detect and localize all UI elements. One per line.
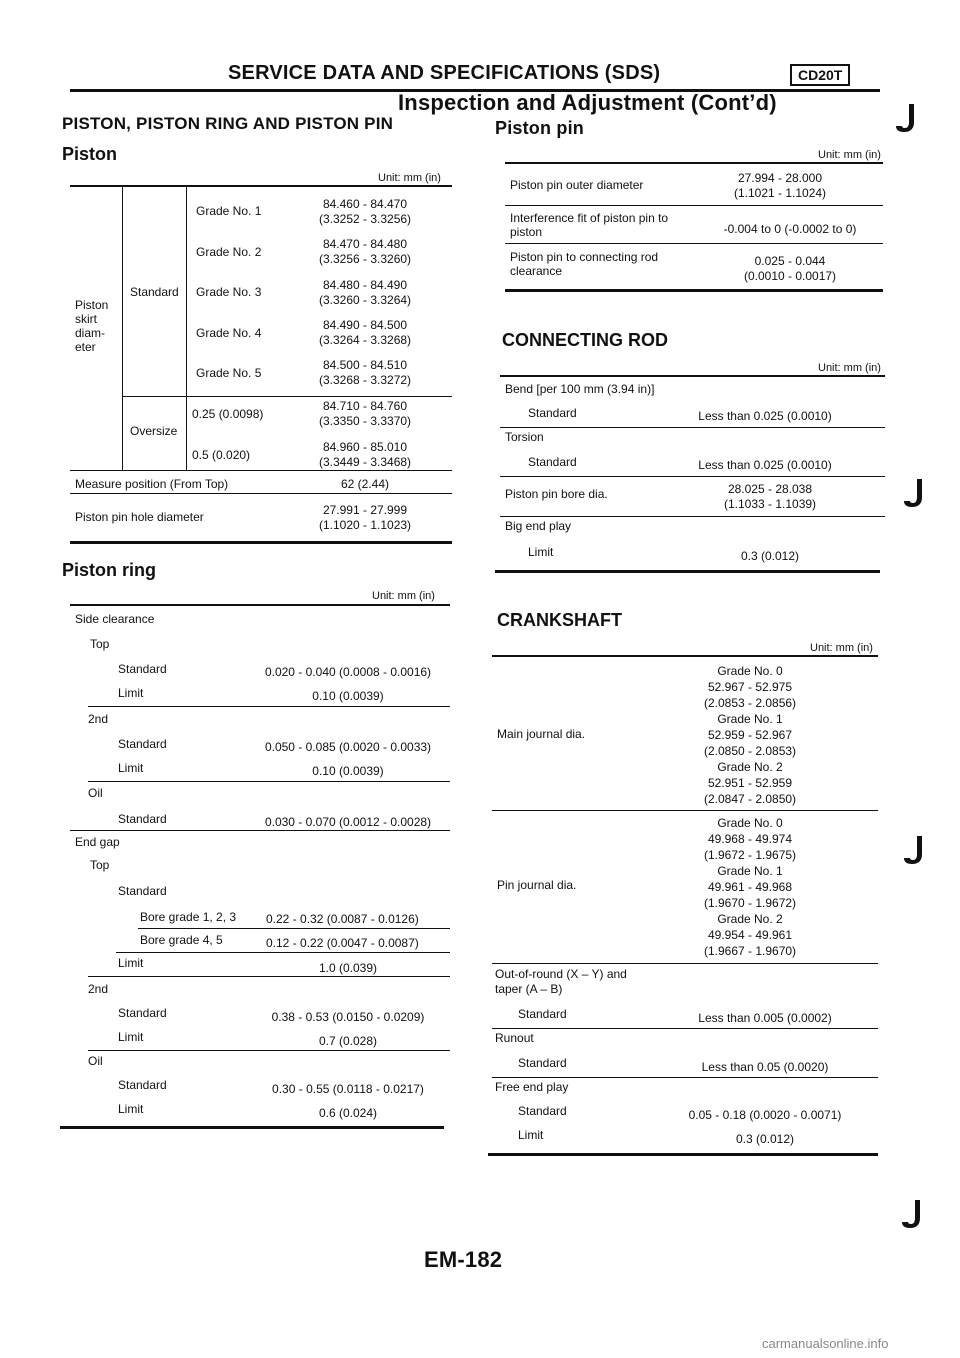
eg-2nd-limit-value: 0.7 (0.028) — [318, 1034, 378, 1048]
piston-bottom-rule — [70, 541, 452, 544]
pin-hole-mm: 27.991 - 27.999 — [322, 503, 408, 517]
rod-bend-rule — [500, 427, 885, 428]
piston-table-top-rule — [70, 185, 452, 187]
bore-grade-123-value: 0.22 - 0.32 (0.0087 - 0.0126) — [266, 912, 419, 926]
grade-4-label: Grade No. 4 — [196, 326, 262, 340]
pin-outer-mm: 27.994 - 28.000 — [737, 171, 823, 185]
piston-ring-title: Piston ring — [62, 560, 156, 580]
eg-2nd-limit-label: Limit — [118, 1030, 144, 1044]
grade-1-mm: 84.460 - 84.470 — [322, 197, 408, 211]
grade-3-in: (3.3260 - 3.3264) — [318, 293, 412, 307]
pin-journal-line-7: Grade No. 2 — [717, 912, 783, 926]
crankshaft-title: CRANKSHAFT — [497, 610, 622, 630]
pin-journal-line-8: 49.954 - 49.961 — [707, 928, 793, 942]
ring-top-rule — [70, 604, 450, 606]
pin-journal-label: Pin journal dia. — [497, 878, 577, 892]
sc-2nd-standard-label: Standard — [118, 737, 167, 751]
eg-top-label: Top — [90, 858, 110, 872]
piston-hole-rule — [70, 493, 452, 494]
sc-oil-standard-value: 0.030 - 0.070 (0.0012 - 0.0028) — [264, 815, 432, 829]
left-section-title: PISTON, PISTON RING AND PISTON PIN — [62, 114, 394, 133]
main-journal-line-7: Grade No. 2 — [717, 760, 783, 774]
binder-mark-icon — [892, 100, 922, 136]
out-of-round-rule — [492, 1028, 878, 1029]
rod-big-end-limit-label: Limit — [528, 545, 554, 559]
eg-2nd-standard-label: Standard — [118, 1006, 167, 1020]
oversize-1-label: 0.25 (0.0098) — [192, 407, 264, 421]
out-of-round-standard-value: Less than 0.005 (0.0002) — [698, 1011, 832, 1025]
watermark: carmanualsonline.info — [762, 1336, 889, 1351]
eg-top-std-rule — [116, 952, 450, 953]
rod-pin-bore-label: Piston pin bore dia. — [505, 487, 608, 501]
pin-top-rule — [505, 162, 883, 164]
eg-oil-label: Oil — [88, 1054, 103, 1068]
free-end-play-standard-value: 0.05 - 0.18 (0.0020 - 0.0071) — [688, 1108, 842, 1122]
grade-1-in: (3.3252 - 3.3256) — [318, 212, 412, 226]
runout-rule — [492, 1077, 878, 1078]
eg-oil-standard-label: Standard — [118, 1078, 167, 1092]
bore-grade-45-label: Bore grade 4, 5 — [140, 933, 223, 947]
piston-skirt-label-2: skirt — [75, 312, 97, 326]
page-number: EM-182 — [424, 1247, 503, 1272]
eg-oil-limit-value: 0.6 (0.024) — [318, 1106, 378, 1120]
sc-2nd-standard-value: 0.050 - 0.085 (0.0020 - 0.0033) — [264, 740, 432, 754]
main-journal-line-8: 52.951 - 52.959 — [707, 776, 793, 790]
pin-interference-label-2: piston — [510, 225, 543, 239]
sc-2nd-label: 2nd — [88, 712, 109, 726]
side-clearance-end-rule — [70, 830, 450, 831]
piston-standard-label: Standard — [130, 285, 179, 299]
pin-outer-label: Piston pin outer diameter — [510, 178, 644, 192]
page-title: SERVICE DATA AND SPECIFICATIONS (SDS) — [228, 62, 661, 84]
rod-bend-label: Bend [per 100 mm (3.94 in)] — [505, 382, 655, 396]
piston-divider-2 — [186, 186, 187, 470]
crank-top-rule — [492, 655, 878, 657]
out-of-round-label-1: Out-of-round (X – Y) and — [495, 967, 627, 981]
rod-torsion-rule — [500, 476, 885, 477]
eg-top-limit-label: Limit — [118, 956, 144, 970]
pin-clearance-in: (0.0010 - 0.0017) — [743, 269, 837, 283]
sc-2nd-limit-value: 0.10 (0.0039) — [312, 764, 384, 778]
rod-pin-bore-mm: 28.025 - 28.038 — [727, 482, 813, 496]
sc-2nd-rule — [88, 781, 450, 782]
rod-big-end-limit-value: 0.3 (0.012) — [740, 549, 800, 563]
main-journal-rule — [492, 810, 878, 811]
rod-big-end-label: Big end play — [505, 519, 572, 533]
oversize-2-in: (3.3449 - 3.3468) — [318, 455, 412, 469]
binder-mark-icon — [900, 832, 930, 868]
main-journal-label: Main journal dia. — [497, 727, 586, 741]
free-end-play-standard-label: Standard — [518, 1104, 567, 1118]
sc-top-label: Top — [90, 637, 110, 651]
grade-5-mm: 84.500 - 84.510 — [322, 358, 408, 372]
oversize-1-in: (3.3350 - 3.3370) — [318, 414, 412, 428]
sc-2nd-limit-label: Limit — [118, 761, 144, 775]
pin-journal-rule — [492, 963, 878, 964]
pin-journal-line-2: 49.968 - 49.974 — [707, 832, 793, 846]
grade-5-label: Grade No. 5 — [196, 366, 262, 380]
connecting-rod-unit: Unit: mm (in) — [818, 362, 881, 374]
binder-mark-icon — [898, 1196, 928, 1232]
pin-hole-in: (1.1020 - 1.1023) — [318, 518, 412, 532]
piston-ring-unit: Unit: mm (in) — [372, 590, 435, 602]
grade-1-label: Grade No. 1 — [196, 204, 262, 218]
main-journal-line-4: Grade No. 1 — [717, 712, 783, 726]
sc-top-limit-value: 0.10 (0.0039) — [312, 689, 384, 703]
grade-5-in: (3.3268 - 3.3272) — [318, 373, 412, 387]
grade-2-label: Grade No. 2 — [196, 245, 262, 259]
out-of-round-standard-label: Standard — [518, 1007, 567, 1021]
end-gap-label: End gap — [75, 835, 120, 849]
crankshaft-unit: Unit: mm (in) — [810, 642, 873, 654]
pin-journal-line-6: (1.9670 - 1.9672) — [703, 896, 797, 910]
pin-interference-value: -0.004 to 0 (-0.0002 to 0) — [723, 222, 857, 236]
page-subtitle: Inspection and Adjustment (Cont’d) — [398, 90, 777, 115]
main-journal-line-2: 52.967 - 52.975 — [707, 680, 793, 694]
piston-oversize-label: Oversize — [130, 424, 178, 438]
rod-bottom-rule — [495, 570, 880, 573]
free-end-play-label: Free end play — [495, 1080, 569, 1094]
main-journal-line-6: (2.0850 - 2.0853) — [703, 744, 797, 758]
pin-interference-label-1: Interference fit of piston pin to — [510, 211, 669, 225]
eg-top-rule — [88, 976, 450, 977]
eg-oil-standard-value: 0.30 - 0.55 (0.0118 - 0.0217) — [272, 1082, 424, 1096]
oversize-2-mm: 84.960 - 85.010 — [322, 440, 408, 454]
pin-clearance-label-2: clearance — [510, 264, 563, 278]
rod-top-rule — [500, 375, 885, 377]
oversize-1-mm: 84.710 - 84.760 — [322, 399, 408, 413]
piston-unit: Unit: mm (in) — [378, 172, 441, 184]
rod-torsion-standard-value: Less than 0.025 (0.0010) — [698, 458, 832, 472]
grade-2-mm: 84.470 - 84.480 — [322, 237, 408, 251]
rod-torsion-standard-label: Standard — [528, 455, 577, 469]
rod-bend-standard-value: Less than 0.025 (0.0010) — [698, 409, 832, 423]
side-clearance-label: Side clearance — [75, 612, 155, 626]
pin-journal-line-3: (1.9672 - 1.9675) — [703, 848, 797, 862]
sc-oil-standard-label: Standard — [118, 812, 167, 826]
sc-top-standard-label: Standard — [118, 662, 167, 676]
sc-top-limit-label: Limit — [118, 686, 144, 700]
eg-2nd-standard-value: 0.38 - 0.53 (0.0150 - 0.0209) — [271, 1010, 425, 1024]
grade-4-in: (3.3264 - 3.3268) — [318, 333, 412, 347]
rod-pin-bore-rule — [500, 516, 885, 517]
connecting-rod-title: CONNECTING ROD — [502, 330, 668, 350]
sc-top-rule — [88, 706, 450, 707]
measure-position-value: 62 (2.44) — [340, 477, 390, 491]
main-journal-line-9: (2.0847 - 2.0850) — [703, 792, 797, 806]
piston-pin-unit: Unit: mm (in) — [818, 149, 881, 161]
piston-skirt-label-1: Piston — [75, 298, 109, 312]
runout-label: Runout — [495, 1031, 534, 1045]
eg-2nd-label: 2nd — [88, 982, 109, 996]
crank-bottom-rule — [488, 1153, 878, 1156]
eg-oil-limit-label: Limit — [118, 1102, 144, 1116]
pin-clearance-mm: 0.025 - 0.044 — [754, 254, 826, 268]
piston-title: Piston — [62, 144, 118, 164]
pin-journal-line-5: 49.961 - 49.968 — [707, 880, 793, 894]
piston-oversize-rule — [123, 396, 452, 397]
ring-bottom-rule — [60, 1126, 444, 1129]
pin-clearance-label-1: Piston pin to connecting rod — [510, 250, 659, 264]
pin-interference-rule — [505, 243, 883, 244]
piston-skirt-label-4: eter — [75, 340, 96, 354]
bore-grade-123-label: Bore grade 1, 2, 3 — [140, 910, 237, 924]
rod-pin-bore-in: (1.1033 - 1.1039) — [723, 497, 817, 511]
right-section-title: Piston pin — [495, 118, 584, 138]
oversize-2-label: 0.5 (0.020) — [192, 448, 251, 462]
sc-oil-label: Oil — [88, 786, 103, 800]
runout-standard-value: Less than 0.05 (0.0020) — [701, 1060, 829, 1074]
pin-journal-line-1: Grade No. 0 — [717, 816, 783, 830]
binder-mark-icon — [900, 475, 930, 511]
bore-grade-45-value: 0.12 - 0.22 (0.0047 - 0.0087) — [266, 936, 419, 950]
sc-top-standard-value: 0.020 - 0.040 (0.0008 - 0.0016) — [264, 665, 432, 679]
main-journal-line-3: (2.0853 - 2.0856) — [703, 696, 797, 710]
piston-divider-1 — [122, 186, 123, 470]
out-of-round-label-2: taper (A – B) — [495, 982, 563, 996]
eg-top-limit-value: 1.0 (0.039) — [318, 961, 378, 975]
pin-bottom-rule — [505, 289, 883, 292]
eg-top-standard-label: Standard — [118, 884, 167, 898]
grade-3-label: Grade No. 3 — [196, 285, 262, 299]
engine-code-badge: CD20T — [790, 64, 850, 86]
grade-3-mm: 84.480 - 84.490 — [322, 278, 408, 292]
piston-measure-rule — [70, 470, 452, 471]
pin-journal-line-9: (1.9667 - 1.9670) — [703, 944, 797, 958]
pin-outer-in: (1.1021 - 1.1024) — [733, 186, 827, 200]
free-end-play-limit-label: Limit — [518, 1128, 544, 1142]
bore-grade-rule — [138, 928, 450, 929]
pin-hole-label: Piston pin hole diameter — [75, 510, 204, 524]
pin-outer-rule — [505, 205, 883, 206]
rod-torsion-label: Torsion — [505, 430, 544, 444]
piston-skirt-label-3: diam- — [75, 326, 106, 340]
main-journal-line-5: 52.959 - 52.967 — [707, 728, 793, 742]
measure-position-label: Measure position (From Top) — [75, 477, 229, 491]
eg-2nd-rule — [88, 1050, 450, 1051]
grade-2-in: (3.3256 - 3.3260) — [318, 252, 412, 266]
rod-bend-standard-label: Standard — [528, 406, 577, 420]
pin-journal-line-4: Grade No. 1 — [717, 864, 783, 878]
runout-standard-label: Standard — [518, 1056, 567, 1070]
grade-4-mm: 84.490 - 84.500 — [322, 318, 408, 332]
main-journal-line-1: Grade No. 0 — [717, 664, 783, 678]
free-end-play-limit-value: 0.3 (0.012) — [735, 1132, 795, 1146]
